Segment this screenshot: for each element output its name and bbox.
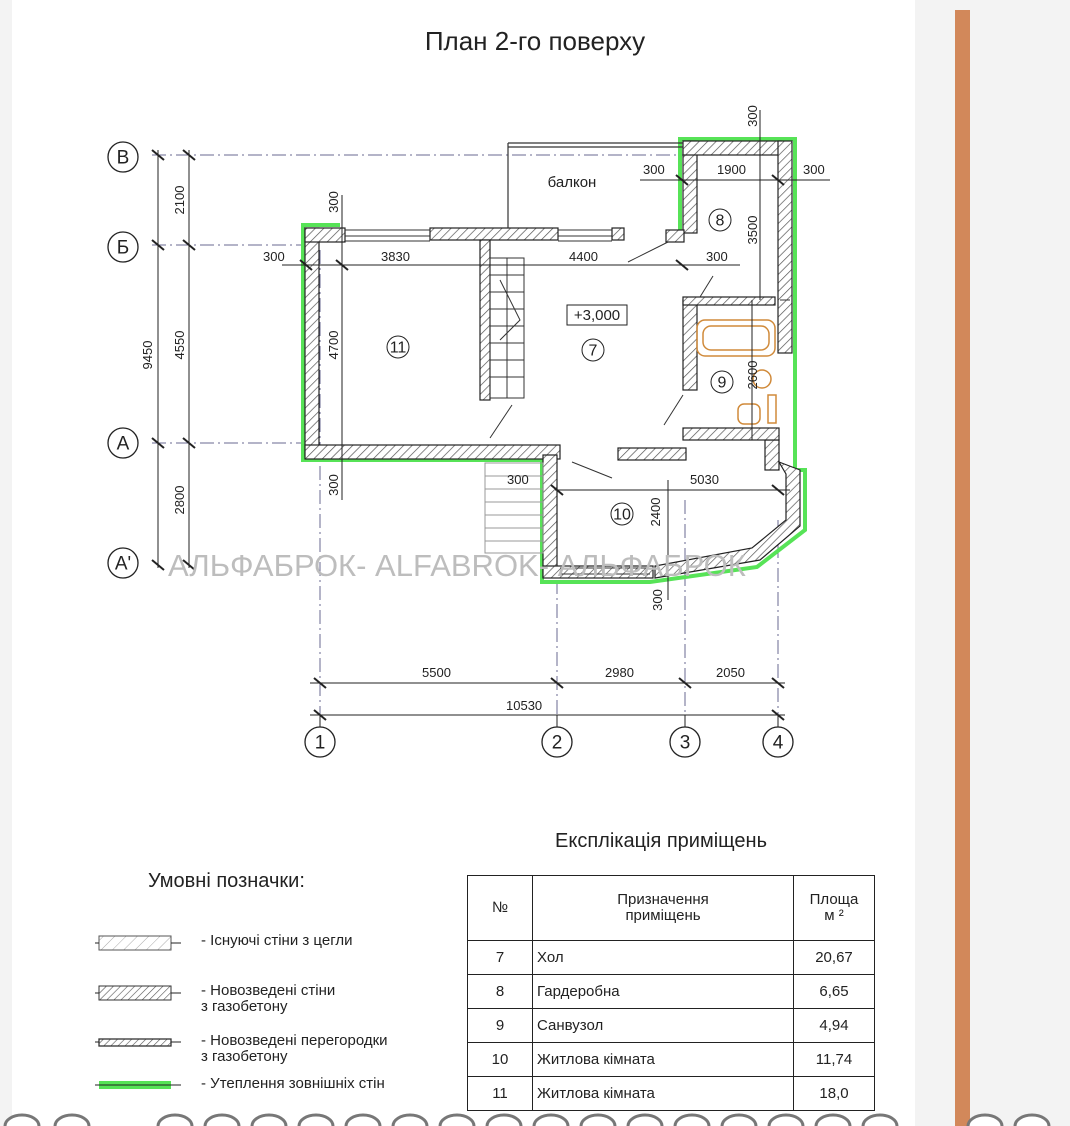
insulation-swatch-icon — [95, 1076, 185, 1096]
dim-2050: 2050 — [716, 665, 745, 680]
dim-2100: 2100 — [172, 185, 187, 215]
row-name: Гардеробна — [533, 975, 794, 1009]
balcony-label: балкон — [547, 174, 597, 191]
dim-3500: 3500 — [745, 215, 760, 245]
row-name: Житлова кімната — [533, 1043, 794, 1077]
dim-4400: 4400 — [569, 249, 598, 264]
row-area: 20,67 — [794, 941, 875, 975]
axis-row-a1: А' — [114, 553, 132, 575]
dim-wall-300-ext: 300 — [507, 472, 529, 487]
room-10: 10 — [613, 506, 631, 524]
table-row — [468, 975, 875, 1009]
room-8: 8 — [715, 212, 725, 230]
dim-wall-300-v: 300 — [745, 105, 760, 127]
dim-wall-300-hall: 300 — [706, 249, 728, 264]
dim-3830: 3830 — [381, 249, 410, 264]
legend-item-label: - Новозведені перегородки з газобетону — [201, 1032, 388, 1065]
room-9: 9 — [717, 374, 727, 392]
row-area: 4,94 — [794, 1009, 875, 1043]
sanitary-fixtures — [697, 320, 776, 424]
dim-5500: 5500 — [422, 665, 451, 680]
dim-5030: 5030 — [690, 472, 719, 487]
row-area: 11,74 — [794, 1043, 875, 1077]
dim-1900: 1900 — [717, 162, 746, 177]
dim-4550: 4550 — [172, 330, 187, 360]
plan-title: План 2-го поверху — [424, 26, 646, 56]
room-markers — [387, 209, 733, 525]
dim-2800: 2800 — [172, 485, 187, 515]
partition-swatch-icon — [95, 1033, 185, 1053]
legend-item-label: - Новозведені стіни з газобетону — [201, 982, 336, 1015]
dim-total-width: 10530 — [506, 698, 543, 713]
explication-table — [467, 875, 875, 1111]
dim-wall-300-top: 300 — [326, 191, 341, 213]
axis-col-3: 3 — [679, 732, 691, 754]
table-row — [468, 941, 875, 975]
table-row — [468, 1043, 875, 1077]
explication-title: Експлікація приміщень — [555, 830, 767, 852]
dim-2400: 2400 — [648, 497, 663, 527]
room-7: 7 — [588, 342, 598, 360]
row-num: 11 — [468, 1077, 533, 1111]
row-name: Санвузол — [533, 1009, 794, 1043]
header-num: № — [468, 876, 533, 941]
dim-wall-300-south: 300 — [650, 589, 665, 611]
row-name: Житлова кімната — [533, 1077, 794, 1111]
legend-item-label: - Утеплення зовнішніх стін — [201, 1075, 385, 1092]
row-num: 9 — [468, 1009, 533, 1043]
dimension-lines — [158, 110, 830, 730]
dim-4700: 4700 — [326, 330, 341, 360]
dim-wall-300-b2: 300 — [803, 162, 825, 177]
row-area: 6,65 — [794, 975, 875, 1009]
row-num: 8 — [468, 975, 533, 1009]
axis-row-a: А — [116, 433, 130, 455]
brick-wall-swatch-icon — [95, 933, 185, 953]
accent-stripe — [955, 10, 970, 1126]
row-num: 10 — [468, 1043, 533, 1077]
stair — [490, 258, 524, 398]
watermark: АЛЬФАБРОК- ALFABROK- АЛЬФАБРОК — [168, 548, 746, 583]
dim-wall-300-left: 300 — [263, 249, 285, 264]
header-name: Призначення приміщень — [533, 876, 794, 941]
oval-row-icon — [5, 1115, 1049, 1126]
windows — [345, 230, 790, 574]
dim-2600: 2600 — [745, 360, 760, 390]
header-area: Площа м ² — [794, 876, 875, 941]
legend-title: Умовні позначки: — [148, 870, 305, 892]
dim-wall-300-bottom: 300 — [326, 474, 341, 496]
axis-row-b: Б — [116, 237, 130, 259]
table-row — [468, 1009, 875, 1043]
axis-col-2: 2 — [551, 732, 563, 754]
page-edge-ovals — [0, 1104, 1070, 1126]
axis-col-1: 1 — [314, 732, 326, 754]
dim-total-height: 9450 — [140, 340, 155, 370]
dim-2980: 2980 — [605, 665, 634, 680]
exterior-walls — [305, 141, 800, 578]
dim-wall-300-b1: 300 — [643, 162, 665, 177]
axis-row-v: В — [116, 147, 130, 169]
room-11: 11 — [389, 339, 407, 357]
table-header-row — [468, 876, 875, 941]
row-name: Хол — [533, 941, 794, 975]
level-mark: +3,000 — [573, 307, 621, 324]
legend-item-label: - Існуючі стіни з цегли — [201, 932, 353, 949]
axis-col-4: 4 — [772, 732, 784, 754]
aerated-concrete-wall-swatch-icon — [95, 983, 185, 1003]
row-area: 18,0 — [794, 1077, 875, 1111]
row-num: 7 — [468, 941, 533, 975]
